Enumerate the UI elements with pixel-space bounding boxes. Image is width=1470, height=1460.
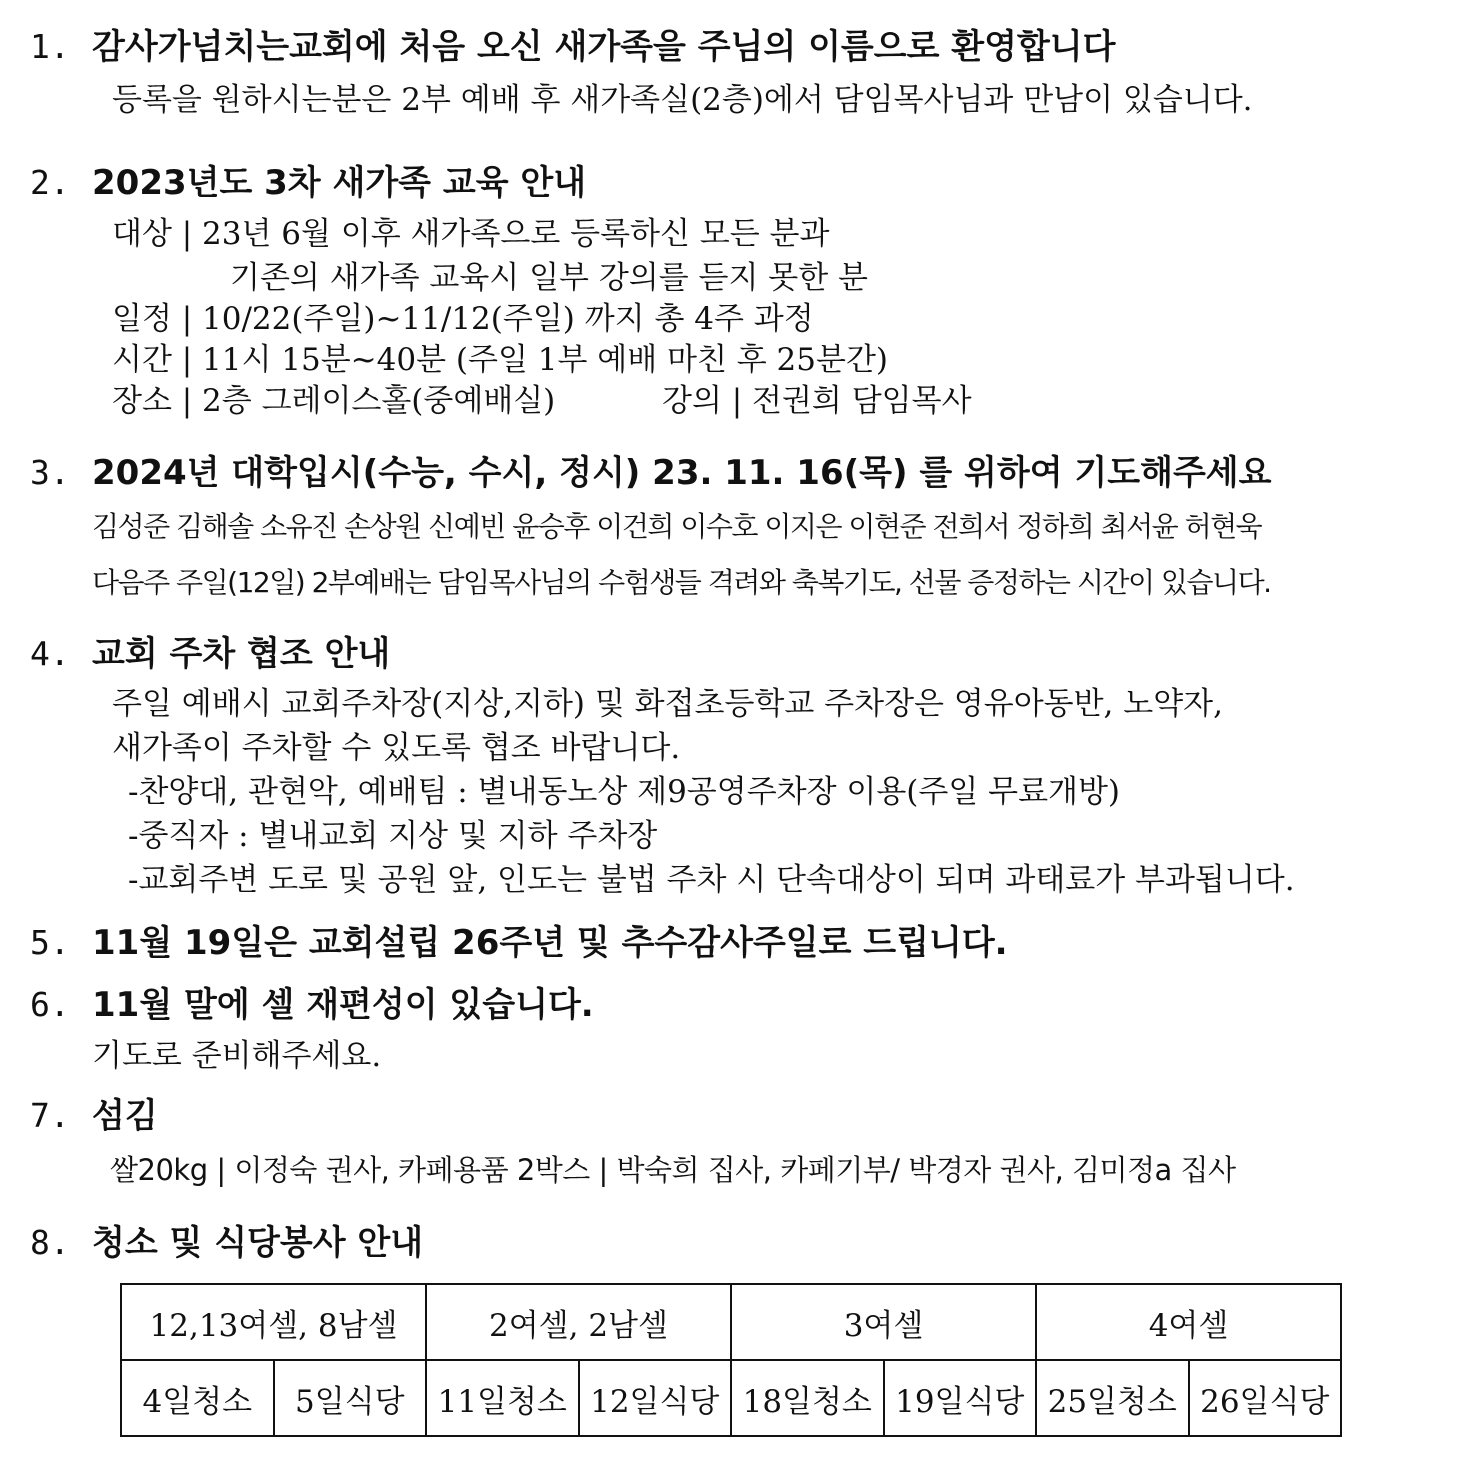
item-line: -중직자 : 별내교회 지상 및 지하 주차장: [128, 818, 658, 854]
item-number: 2.: [30, 163, 70, 202]
duty-cell: 25일청소: [1036, 1360, 1189, 1436]
duty-cell: 5일식당: [274, 1360, 427, 1436]
item-title: 감사가넘치는교회에 처음 오신 새가족을 주님의 이름으로 환영합니다: [92, 27, 1116, 67]
item-title: 2023년도 3차 새가족 교육 안내: [92, 163, 587, 203]
item-line: 시간 | 11시 15분~40분 (주일 1부 예배 마친 후 25분간): [112, 342, 888, 378]
group-cell: 4여셀: [1036, 1284, 1341, 1360]
item-number: 1.: [30, 27, 70, 66]
item-title: 11월 말에 셀 재편성이 있습니다.: [92, 985, 594, 1025]
table-row: [121, 1284, 1341, 1360]
item-line: -교회주변 도로 및 공원 앞, 인도는 불법 주차 시 단속대상이 되며 과태료가 부과됩니다.: [128, 862, 1295, 898]
duty-cell: 11일청소: [426, 1360, 579, 1436]
table-row: [121, 1360, 1341, 1436]
item-line: 기도로 준비해주세요.: [92, 1038, 382, 1074]
item-line: 김성준 김해솔 소유진 손상원 신예빈 윤승후 이건희 이수호 이지은 이현준 전희서 정하희 최서윤 허현욱: [92, 510, 1262, 543]
group-cell: 3여셀: [731, 1284, 1036, 1360]
item-title: 교회 주차 협조 안내: [92, 634, 391, 674]
item-line: 장소 | 2층 그레이스홀(중예배실): [112, 383, 556, 419]
item-number: 4.: [30, 634, 70, 673]
item-line: 등록을 원하시는분은 2부 예배 후 새가족실(2층)에서 담임목사님과 만남이 있습니다.: [112, 82, 1253, 118]
item-title: 11월 19일은 교회설립 26주년 및 추수감사주일로 드립니다.: [92, 923, 1008, 963]
item-line: 주일 예배시 교회주차장(지상,지하) 및 화접초등학교 주차장은 영유아동반, 노약자,: [112, 686, 1223, 722]
item-line: -찬양대, 관현악, 예배팀 : 별내동노상 제9공영주차장 이용(주일 무료개방): [128, 774, 1121, 810]
item-title: 청소 및 식당봉사 안내: [92, 1223, 424, 1263]
group-cell: 12,13여셀, 8남셀: [121, 1284, 426, 1360]
item-line: 새가족이 주차할 수 있도록 협조 바랍니다.: [112, 730, 681, 766]
duty-cell: 19일식당: [884, 1360, 1037, 1436]
duty-cell: 26일식당: [1189, 1360, 1342, 1436]
duty-cell: 18일청소: [731, 1360, 884, 1436]
item-number: 8.: [30, 1223, 70, 1262]
duty-cell: 4일청소: [121, 1360, 274, 1436]
item-number: 5.: [30, 923, 70, 962]
item-number: 3.: [30, 453, 70, 492]
item-number: 6.: [30, 985, 70, 1024]
duty-cell: 12일식당: [579, 1360, 732, 1436]
item-number: 7.: [30, 1096, 70, 1135]
item-title: 섬김: [92, 1096, 158, 1136]
item-line: 강의 | 전권희 담임목사: [662, 383, 972, 419]
item-line: 일정 | 10/22(주일)~11/12(주일) 까지 총 4주 과정: [112, 301, 814, 337]
item-line: 다음주 주일(12일) 2부예배는 담임목사님의 수험생들 격려와 축복기도, 선물 증정하는 시간이 있습니다.: [92, 566, 1271, 599]
item-line: 기존의 새가족 교육시 일부 강의를 듣지 못한 분: [230, 260, 868, 296]
group-cell: 2여셀, 2남셀: [426, 1284, 731, 1360]
item-line: 대상 | 23년 6월 이후 새가족으로 등록하신 모든 분과: [112, 216, 830, 252]
item-title: 2024년 대학입시(수능, 수시, 정시) 23. 11. 16(목) 를 위하여 기도해주세요: [92, 453, 1272, 493]
item-line: 쌀20kg | 이정숙 권사, 카페용품 2박스 | 박숙희 집사, 카페기부/ 박경자 권사, 김미정a 집사: [110, 1153, 1236, 1187]
service-schedule-table: [120, 1283, 1342, 1437]
